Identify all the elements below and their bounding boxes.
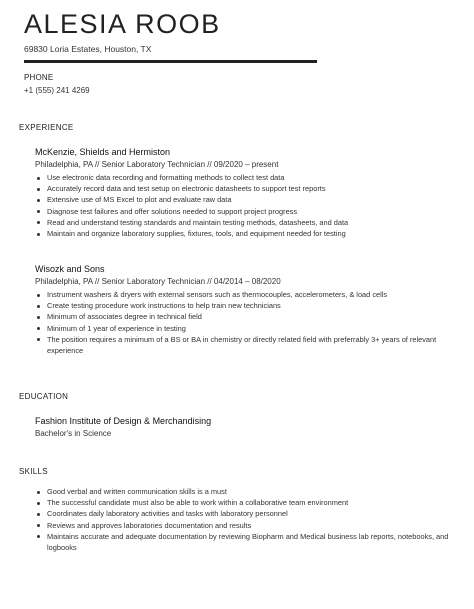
bullet-icon [37, 502, 40, 505]
school-name: Fashion Institute of Design & Merchandising [35, 416, 212, 426]
bullet-icon [37, 199, 40, 202]
bullet-text: Accurately record data and test setup on electronic datasheets to support test reports [47, 184, 326, 194]
list-item [35, 172, 460, 183]
skill-text: Good verbal and written communication skills is a must [47, 487, 227, 496]
bullet-text: Minimum of associates degree in technical field [47, 312, 202, 322]
list-item [35, 520, 460, 531]
job-entry [35, 147, 460, 239]
skills-heading: SKILLS [19, 467, 48, 476]
list-item [35, 311, 460, 322]
skills-entry [35, 486, 460, 553]
bullet-icon [37, 233, 40, 236]
candidate-name: ALESIA ROOB [24, 9, 221, 39]
job-meta: Philadelphia, PA // Senior Laboratory Technician // 04/2014 – 08/2020 [35, 277, 281, 286]
bullet-text: Extensive use of MS Excel to plot and evaluate raw data [47, 195, 232, 205]
list-item [35, 289, 460, 300]
bullet-icon [37, 535, 40, 538]
list-item [35, 531, 460, 553]
list-item [35, 228, 460, 239]
bullet-icon [37, 327, 40, 330]
bullet-icon [37, 305, 40, 308]
list-item [35, 486, 460, 497]
header-divider [24, 60, 317, 63]
list-item [35, 194, 460, 205]
bullet-text: Minimum of 1 year of experience in testing [47, 323, 186, 333]
bullet-icon [37, 316, 40, 319]
list-item [35, 183, 460, 194]
bullet-icon [37, 177, 40, 180]
bullet-text: Read and understand testing standards and maintain testing methods, datasheets, and data [47, 217, 349, 227]
list-item [35, 334, 460, 356]
education-heading: EDUCATION [19, 392, 69, 401]
bullet-icon [37, 338, 40, 341]
bullet-icon [37, 221, 40, 224]
phone-value: +1 (555) 241 4269 [24, 86, 90, 95]
resume-header [24, 8, 221, 54]
bullet-text: The position requires a minimum of a BS or BA in chemistry or directly related field with preferrably 3+ years of relevant experience [47, 334, 437, 356]
skill-text: The successful candidate must also be able to work within a collaborative team environment [47, 498, 349, 508]
bullet-text: Instrument washers & dryers with external sensors such as thermocouples, accelerometers, & load cells [47, 290, 388, 299]
bullet-text: Create testing procedure work instructions to help train new technicians [47, 301, 281, 311]
bullet-icon [37, 524, 40, 527]
bullet-icon [37, 188, 40, 191]
job-meta: Philadelphia, PA // Senior Laboratory Technician // 09/2020 – present [35, 160, 279, 169]
list-item [35, 206, 460, 217]
list-item [35, 497, 460, 508]
bullet-text: Maintain and organize laboratory supplies, fixtures, tools, and equipment needed for testing [47, 229, 346, 239]
job-company: Wisozk and Sons [35, 264, 105, 274]
job-company: McKenzie, Shields and Hermiston [35, 147, 171, 157]
bullet-icon [37, 491, 40, 494]
job-entry [35, 264, 460, 356]
skill-text: Coordinates daily laboratory activities and tasks with laboratory personnel [47, 509, 288, 519]
list-item [35, 323, 460, 334]
candidate-address: 69830 Loria Estates, Houston, TX [24, 44, 152, 54]
skill-text: Reviews and approves laboratories documentation and results [47, 520, 252, 530]
job-bullets [35, 172, 460, 239]
degree-name: Bachelor's in Science [35, 429, 112, 438]
list-item [35, 217, 460, 228]
list-item [35, 508, 460, 519]
contact-section [24, 73, 90, 95]
education-entry [35, 416, 460, 438]
list-item [35, 300, 460, 311]
bullet-icon [37, 294, 40, 297]
bullet-icon [37, 210, 40, 213]
job-bullets [35, 289, 460, 356]
phone-label: PHONE [24, 73, 54, 82]
skills-list [35, 486, 460, 553]
experience-heading: EXPERIENCE [19, 123, 74, 132]
bullet-text: Diagnose test failures and offer solutions needed to support project progress [47, 206, 298, 216]
skill-text: Maintains accurate and adequate documentation by reviewing Biopharm and Medical business lab reports, notebooks, and logbooks [47, 531, 449, 553]
bullet-text: Use electronic data recording and formatting methods to collect test data [47, 173, 285, 182]
bullet-icon [37, 513, 40, 516]
